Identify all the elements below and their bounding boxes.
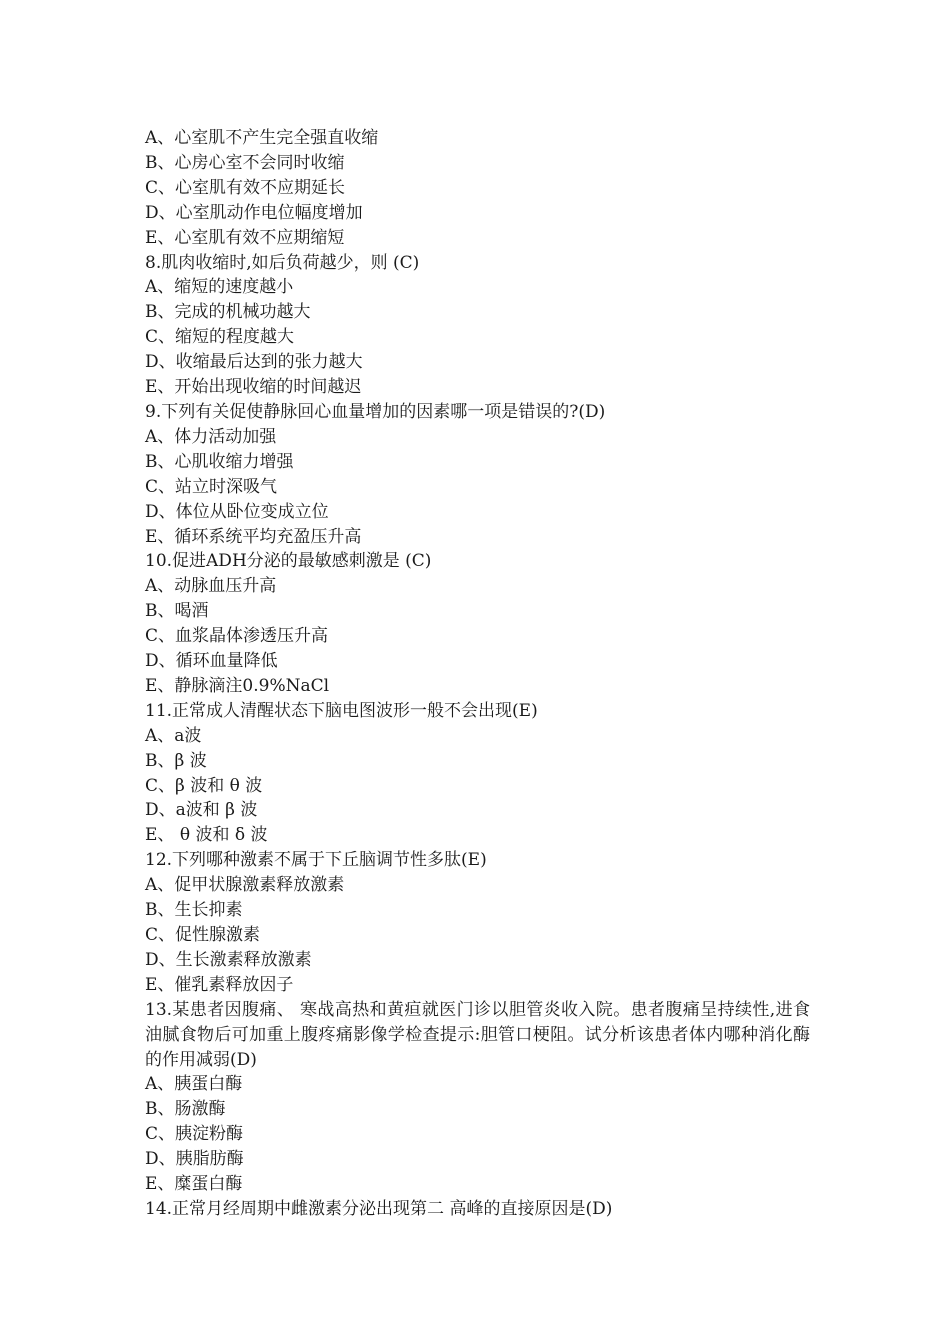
text-line: B、喝酒 [145,601,209,622]
text-line: E、静脉滴注0.9%NaCl [145,675,330,696]
text-line: C、促性腺激素 [145,925,261,945]
text-line: A、缩短的速度越小 [145,277,294,298]
text-line: D、胰脂肪酶 [145,1149,244,1170]
text-line: B、肠激酶 [145,1099,226,1120]
text-line: C、胰淀粉酶 [145,1124,244,1145]
text-line: D、收缩最后达到的张力越大 [145,352,363,373]
question-lines-continued [145,1072,810,1221]
text-line: D、循环血量降低 [145,651,278,672]
text-line: 11.正常成人清醒状态下脑电图波形一般不会出现(E) [145,700,538,721]
text-line: C、站立时深吸气 [145,476,278,497]
text-line: E、催乳素释放因子 [145,974,294,995]
text-line: C、心室肌有效不应期延长 [145,177,346,198]
text-line: A、动脉血压升高 [145,576,277,597]
text-line: 12.下列哪种激素不属于下丘脑调节性多肽(E) [145,850,487,871]
text-line: B、完成的机械功越大 [145,302,311,323]
text-line: C、β 波和 θ 波 [145,775,263,796]
text-line: E、循环系统平均充盈压升高 [145,526,362,547]
text-line: E、开始出现收缩的时间越迟 [145,377,362,398]
text-line: 9.下列有关促使静脉回心血量增加的因素哪一项是错误的?(D) [145,401,606,422]
text-line: A、a波 [145,725,202,746]
document-page [145,126,810,1222]
text-line: B、β 波 [145,750,207,771]
text-line: D、心室肌动作电位幅度增加 [145,202,363,223]
text-line: 8.肌肉收缩时,如后负荷越少，则 (C) [145,252,420,273]
text-line: E、 θ 波和 δ 波 [145,825,268,846]
text-line: 10.促进ADH分泌的最敏感刺激是 (C) [145,551,432,572]
text-line: D、a波和 β 波 [145,800,258,821]
text-line: A、心室肌不产生完全强直收缩 [145,128,379,148]
question-lines [145,126,810,998]
text-line: C、血浆晶体渗透压升高 [145,626,329,647]
text-line: E、心室肌有效不应期缩短 [145,227,345,248]
text-line: E、糜蛋白酶 [145,1174,243,1195]
text-line: D、生长激素释放激素 [145,949,312,970]
text-line: D、体位从卧位变成立位 [145,501,329,522]
text-line: A、胰蛋白酶 [145,1074,243,1095]
text-line: A、促甲状腺激素释放激素 [145,875,345,896]
question-13-stem: 13.某患者因腹痛、 寒战高热和黄疸就医门诊以胆管炎收入院。患者腹痛呈持续性,进食油腻食物后可加重上腹疼痛影像学检查提示:胆管口梗阻。试分析该患者体内哪种消化酶的作用减弱(D) [145,999,810,1070]
text-line: A、体力活动加强 [145,426,277,447]
text-line: 14.正常月经周期中雌激素分泌出现第二 高峰的直接原因是(D) [145,1198,613,1219]
text-line: B、心肌收缩力增强 [145,451,294,472]
text-line: B、生长抑素 [145,900,243,921]
text-line: C、缩短的程度越大 [145,327,295,348]
text-line: B、心房心室不会同时收缩 [145,152,345,173]
